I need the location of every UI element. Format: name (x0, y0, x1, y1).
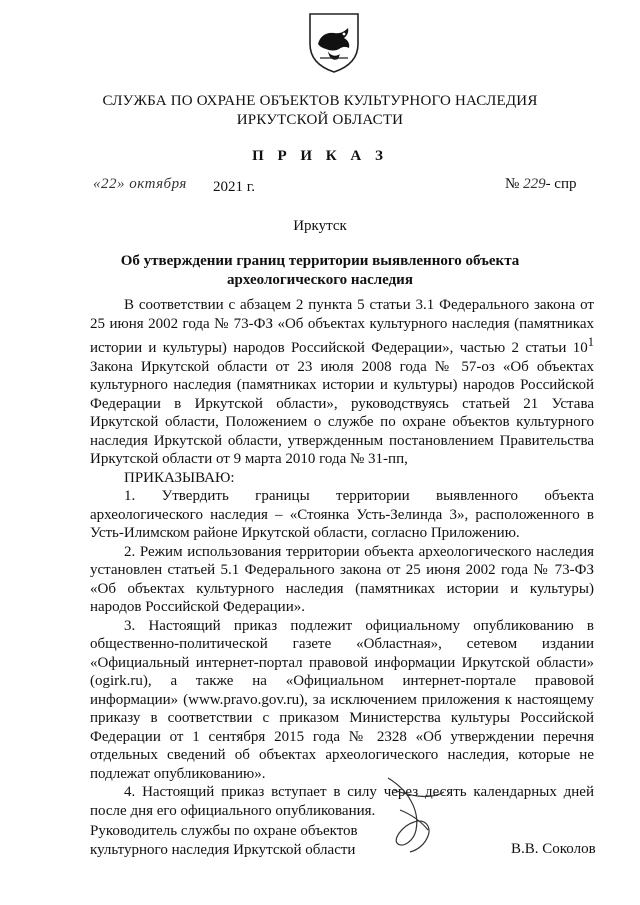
subject-line2: археологического наследия (227, 272, 413, 288)
command-word: ПРИКАЗЫВАЮ: (124, 469, 235, 486)
position-line1: Руководитель службы по охране объектов (90, 823, 358, 839)
document-type-title: П Р И К А З (252, 148, 388, 164)
city-name: Иркутск (293, 218, 347, 234)
signatory-name: В.В. Соколов (511, 841, 596, 857)
superscript: 1 (587, 335, 594, 349)
handwritten-signature-icon (380, 770, 450, 860)
signatory-position (90, 822, 358, 860)
number-prefix: № (505, 176, 520, 192)
document-year: 2021 г. (213, 179, 255, 195)
organization-name-line1: СЛУЖБА ПО ОХРАНЕ ОБЪЕКТОВ КУЛЬТУРНОГО НАСЛЕДИЯ (102, 93, 538, 109)
item-4: 4. Настоящий приказ вступает в силу через десять календарных дней после дня его официального опубликования. (90, 784, 594, 819)
handwritten-date: «22» октября (93, 176, 187, 192)
irkutsk-coat-of-arms-icon (306, 10, 362, 74)
item-3: 3. Настоящий приказ подлежит официальному опубликованию в общественно-политической газете «Областная», сетевом издании «Официальный интернет-портал правовой информации Иркутской области» (ogirk.ru), а также на «Официальном интернет-портале правовой информации» (www.pravo.gov.ru), за исключением приложения к настоящему приказу в соответствии с приказом Министерства культуры Российской Федерации от 1 сентября 2015 года № 2328 «Об утверждении перечня отдельных сведений об объектах археологического наследия, которые не подлежат опубликованию». (90, 617, 594, 782)
document-number (505, 176, 577, 193)
subject-line1: Об утверждении границ территории выявленного объекта (120, 253, 520, 269)
item-2: 2. Режим использования территории объекта археологического наследия установлен статьей 5.1 Федерального закона от 25 июня 2002 года № 73-ФЗ «Об объектах культурного наследия (памятниках истории и культуры) народов Российской Федерации». (90, 543, 594, 615)
organization-name-line2: ИРКУТСКОЙ ОБЛАСТИ (236, 112, 404, 128)
preamble-paragraph: В соответствии с абзацем 2 пункта 5 статьи 3.1 Федерального закона от 25 июня 2002 года № 73-ФЗ «Об объектах культурного наследия (памятниках истории и культуры) народов Российской Федерации», частью 2 статьи $10^1$ Закона Иркутской области от 23 июля 2008 года № 57-оз «Об объектах культурного наследия (памятниках истории и культуры) народов Российской Федерации в Иркутской области», руководствуясь статьей 21 Устава Иркутской области, Положением о службе по охране объектов культурного наследия Иркутской области, утвержденным постановлением Правительства Иркутской области от 9 марта 2010 года № 31-пп, (90, 297, 594, 467)
document-subject (100, 252, 540, 290)
handwritten-number: 229 (523, 176, 546, 192)
position-line2: культурного наследия Иркутской области (90, 842, 356, 858)
document-body (90, 296, 594, 820)
item-1: 1. Утвердить границы территории выявленного объекта археологического наследия – «Стоянка Усть-Зелинда 3», расположенного в Усть-Илимском районе Иркутской области, согласно Приложению. (90, 488, 594, 541)
number-suffix: - спр (545, 176, 577, 192)
